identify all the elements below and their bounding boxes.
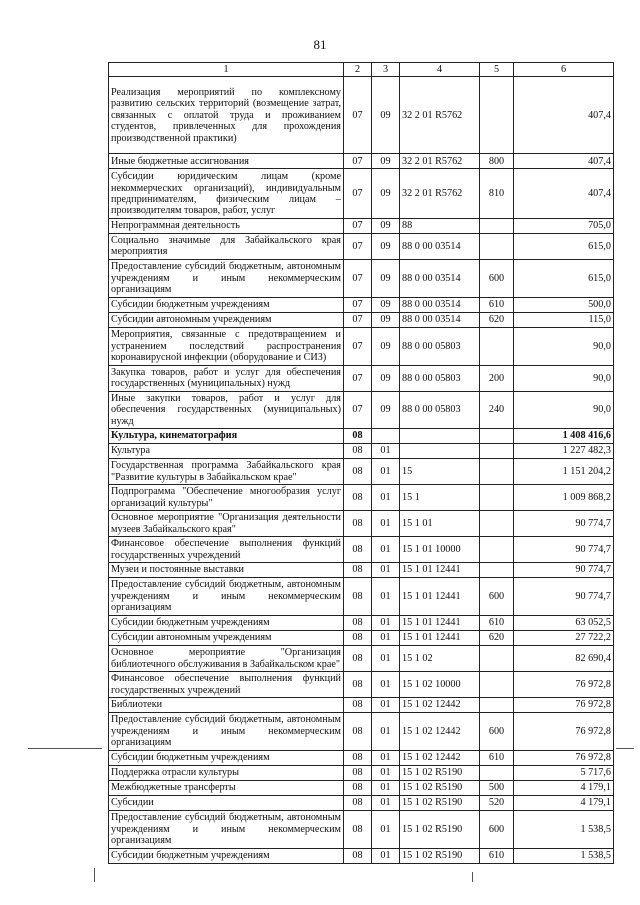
row-amount: 500,0 bbox=[514, 297, 614, 312]
row-subsection-code: 01 bbox=[372, 485, 400, 511]
row-target-article: 15 1 02 R5190 bbox=[400, 796, 480, 811]
row-target-article: 15 1 02 bbox=[400, 646, 480, 672]
table-row bbox=[109, 219, 614, 233]
table-row bbox=[109, 485, 614, 511]
row-section-code: 08 bbox=[344, 444, 372, 459]
row-name: Основное мероприятие "Организация библиотечного обслуживания в Забайкальском крае" bbox=[109, 646, 344, 672]
row-target-article: 15 1 02 R5190 bbox=[400, 781, 480, 796]
row-subsection-code: 01 bbox=[372, 698, 400, 713]
row-amount: 76 972,8 bbox=[514, 672, 614, 698]
row-expense-type bbox=[480, 327, 514, 365]
row-subsection-code: 09 bbox=[372, 327, 400, 365]
table-row bbox=[109, 312, 614, 327]
row-section-code: 07 bbox=[344, 391, 372, 428]
row-section-code: 08 bbox=[344, 485, 372, 511]
table-row bbox=[109, 429, 614, 444]
row-amount: 4 179,1 bbox=[514, 796, 614, 811]
row-subsection-code: 09 bbox=[372, 219, 400, 233]
row-expense-type: 620 bbox=[480, 631, 514, 646]
row-name: Субсидии бюджетным учреждениям bbox=[109, 751, 344, 766]
row-section-code: 07 bbox=[344, 312, 372, 327]
row-name: Межбюджетные трансферты bbox=[109, 781, 344, 796]
table-row bbox=[109, 698, 614, 713]
row-section-code: 07 bbox=[344, 219, 372, 233]
row-name: Субсидии bbox=[109, 796, 344, 811]
row-section-code: 07 bbox=[344, 154, 372, 169]
row-section-code: 07 bbox=[344, 327, 372, 365]
row-target-article: 15 1 01 12441 bbox=[400, 631, 480, 646]
row-expense-type: 600 bbox=[480, 259, 514, 297]
row-section-code: 08 bbox=[344, 751, 372, 766]
row-expense-type: 500 bbox=[480, 781, 514, 796]
row-name: Субсидии автономным учреждениям bbox=[109, 631, 344, 646]
row-target-article: 88 0 00 05803 bbox=[400, 327, 480, 365]
table-row bbox=[109, 616, 614, 631]
row-expense-type: 610 bbox=[480, 616, 514, 631]
row-target-article bbox=[400, 429, 480, 444]
header-col-5: 5 bbox=[480, 63, 514, 77]
row-section-code: 08 bbox=[344, 698, 372, 713]
header-col-6: 6 bbox=[514, 63, 614, 77]
table-row bbox=[109, 563, 614, 578]
row-name: Поддержка отрасли культуры bbox=[109, 766, 344, 781]
row-expense-type bbox=[480, 459, 514, 485]
row-amount: 1 151 204,2 bbox=[514, 459, 614, 485]
row-subsection-code: 01 bbox=[372, 444, 400, 459]
row-subsection-code: 01 bbox=[372, 578, 400, 616]
row-amount: 76 972,8 bbox=[514, 698, 614, 713]
row-name: Реализация мероприятий по комплексному развитию сельских территорий (возмещение затрат, связанных с оплатой труда и проживанием студентов, привлеченных для прохождения производственной практики) bbox=[109, 77, 344, 154]
row-amount: 76 972,8 bbox=[514, 713, 614, 751]
row-name: Основное мероприятие "Организация деятельности музеев Забайкальского края" bbox=[109, 511, 344, 537]
table-row bbox=[109, 259, 614, 297]
table-row bbox=[109, 459, 614, 485]
row-amount: 82 690,4 bbox=[514, 646, 614, 672]
row-amount: 27 722,2 bbox=[514, 631, 614, 646]
table-row bbox=[109, 444, 614, 459]
row-expense-type bbox=[480, 219, 514, 233]
row-expense-type bbox=[480, 77, 514, 154]
table-row bbox=[109, 578, 614, 616]
row-amount: 407,4 bbox=[514, 77, 614, 154]
row-target-article: 15 1 02 10000 bbox=[400, 672, 480, 698]
row-name: Культура, кинематография bbox=[109, 429, 344, 444]
row-target-article: 15 1 01 12441 bbox=[400, 578, 480, 616]
table-row bbox=[109, 781, 614, 796]
table-row bbox=[109, 511, 614, 537]
row-amount: 407,4 bbox=[514, 169, 614, 219]
row-subsection-code: 01 bbox=[372, 672, 400, 698]
row-expense-type bbox=[480, 233, 514, 259]
table-row bbox=[109, 233, 614, 259]
row-section-code: 07 bbox=[344, 233, 372, 259]
row-subsection-code: 09 bbox=[372, 77, 400, 154]
row-target-article: 88 0 00 03514 bbox=[400, 312, 480, 327]
row-target-article: 88 0 00 05803 bbox=[400, 365, 480, 391]
page-number: 81 bbox=[313, 37, 327, 52]
row-name: Социально значимые для Забайкальского края мероприятия bbox=[109, 233, 344, 259]
row-amount: 1 227 482,3 bbox=[514, 444, 614, 459]
row-subsection-code: 01 bbox=[372, 646, 400, 672]
row-subsection-code bbox=[372, 429, 400, 444]
row-section-code: 08 bbox=[344, 631, 372, 646]
row-section-code: 07 bbox=[344, 297, 372, 312]
row-section-code: 07 bbox=[344, 169, 372, 219]
row-expense-type: 200 bbox=[480, 365, 514, 391]
row-name: Предоставление субсидий бюджетным, автономным учреждениям и иным некоммерческим организациям bbox=[109, 713, 344, 751]
scan-mark-bottom-left bbox=[94, 868, 95, 882]
row-section-code: 08 bbox=[344, 511, 372, 537]
row-expense-type bbox=[480, 429, 514, 444]
row-amount: 90,0 bbox=[514, 327, 614, 365]
header-col-2: 2 bbox=[344, 63, 372, 77]
row-expense-type bbox=[480, 537, 514, 563]
row-name: Закупка товаров, работ и услуг для обеспечения государственных (муниципальных) нужд bbox=[109, 365, 344, 391]
budget-table bbox=[108, 62, 614, 864]
row-target-article: 15 1 01 12441 bbox=[400, 563, 480, 578]
row-name: Субсидии бюджетным учреждениям bbox=[109, 849, 344, 864]
row-section-code: 08 bbox=[344, 672, 372, 698]
row-subsection-code: 09 bbox=[372, 391, 400, 428]
row-name: Субсидии бюджетным учреждениям bbox=[109, 297, 344, 312]
row-section-code: 08 bbox=[344, 646, 372, 672]
row-amount: 1 538,5 bbox=[514, 849, 614, 864]
row-target-article: 88 bbox=[400, 219, 480, 233]
table-row bbox=[109, 766, 614, 781]
row-expense-type: 800 bbox=[480, 154, 514, 169]
row-amount: 5 717,6 bbox=[514, 766, 614, 781]
row-section-code: 08 bbox=[344, 537, 372, 563]
row-amount: 90 774,7 bbox=[514, 537, 614, 563]
row-subsection-code: 01 bbox=[372, 631, 400, 646]
table-row bbox=[109, 77, 614, 154]
row-amount: 90 774,7 bbox=[514, 563, 614, 578]
table-row bbox=[109, 646, 614, 672]
row-section-code: 08 bbox=[344, 429, 372, 444]
row-section-code: 08 bbox=[344, 849, 372, 864]
row-subsection-code: 01 bbox=[372, 713, 400, 751]
row-subsection-code: 09 bbox=[372, 312, 400, 327]
row-subsection-code: 01 bbox=[372, 459, 400, 485]
row-expense-type: 600 bbox=[480, 811, 514, 849]
row-amount: 63 052,5 bbox=[514, 616, 614, 631]
row-expense-type bbox=[480, 444, 514, 459]
row-section-code: 08 bbox=[344, 713, 372, 751]
row-amount: 1 009 868,2 bbox=[514, 485, 614, 511]
header-col-3: 3 bbox=[372, 63, 400, 77]
table-row bbox=[109, 672, 614, 698]
row-section-code: 08 bbox=[344, 766, 372, 781]
row-subsection-code: 01 bbox=[372, 563, 400, 578]
row-expense-type: 610 bbox=[480, 849, 514, 864]
row-expense-type: 810 bbox=[480, 169, 514, 219]
row-amount: 90 774,7 bbox=[514, 511, 614, 537]
row-subsection-code: 09 bbox=[372, 259, 400, 297]
row-amount: 90,0 bbox=[514, 365, 614, 391]
row-expense-type: 610 bbox=[480, 297, 514, 312]
row-name: Финансовое обеспечение выполнения функций государственных учреждений bbox=[109, 672, 344, 698]
row-expense-type bbox=[480, 698, 514, 713]
scan-mark-left bbox=[28, 748, 102, 749]
row-subsection-code: 01 bbox=[372, 766, 400, 781]
row-expense-type bbox=[480, 672, 514, 698]
table-row bbox=[109, 327, 614, 365]
row-amount: 1 408 416,6 bbox=[514, 429, 614, 444]
row-name: Предоставление субсидий бюджетным, автономным учреждениям и иным некоммерческим организациям bbox=[109, 578, 344, 616]
row-expense-type bbox=[480, 766, 514, 781]
row-section-code: 07 bbox=[344, 365, 372, 391]
row-amount: 76 972,8 bbox=[514, 751, 614, 766]
table-row bbox=[109, 297, 614, 312]
row-target-article bbox=[400, 444, 480, 459]
row-expense-type: 240 bbox=[480, 391, 514, 428]
row-target-article: 32 2 01 R5762 bbox=[400, 154, 480, 169]
row-name: Финансовое обеспечение выполнения функций государственных учреждений bbox=[109, 537, 344, 563]
row-expense-type: 620 bbox=[480, 312, 514, 327]
row-target-article: 32 2 01 R5762 bbox=[400, 169, 480, 219]
scan-mark-bottom-mid bbox=[472, 872, 473, 882]
table-row bbox=[109, 713, 614, 751]
row-name: Иные закупки товаров, работ и услуг для обеспечения государственных (муниципальных) нужд bbox=[109, 391, 344, 428]
row-section-code: 08 bbox=[344, 811, 372, 849]
row-target-article: 15 1 02 12442 bbox=[400, 698, 480, 713]
row-subsection-code: 09 bbox=[372, 169, 400, 219]
row-section-code: 08 bbox=[344, 616, 372, 631]
row-amount: 115,0 bbox=[514, 312, 614, 327]
row-name: Субсидии юридическим лицам (кроме некоммерческих организаций), индивидуальным предпринимателям, физическим лицам – производителям товаров, работ, услуг bbox=[109, 169, 344, 219]
row-target-article: 15 1 01 10000 bbox=[400, 537, 480, 563]
row-name: Музеи и постоянные выставки bbox=[109, 563, 344, 578]
row-expense-type: 600 bbox=[480, 578, 514, 616]
row-name: Государственная программа Забайкальского края "Развитие культуры в Забайкальском крае" bbox=[109, 459, 344, 485]
row-target-article: 15 1 bbox=[400, 485, 480, 511]
row-section-code: 08 bbox=[344, 578, 372, 616]
table-row bbox=[109, 811, 614, 849]
table-row bbox=[109, 537, 614, 563]
table-row bbox=[109, 391, 614, 428]
row-section-code: 07 bbox=[344, 259, 372, 297]
table-body bbox=[109, 77, 614, 864]
row-expense-type: 600 bbox=[480, 713, 514, 751]
row-section-code: 07 bbox=[344, 77, 372, 154]
header-col-1: 1 bbox=[109, 63, 344, 77]
header-col-4: 4 bbox=[400, 63, 480, 77]
row-section-code: 08 bbox=[344, 796, 372, 811]
row-subsection-code: 09 bbox=[372, 154, 400, 169]
table-row bbox=[109, 849, 614, 864]
table-row bbox=[109, 169, 614, 219]
row-name: Непрограммная деятельность bbox=[109, 219, 344, 233]
row-expense-type bbox=[480, 511, 514, 537]
row-subsection-code: 01 bbox=[372, 537, 400, 563]
row-subsection-code: 01 bbox=[372, 511, 400, 537]
row-target-article: 15 1 01 12441 bbox=[400, 616, 480, 631]
row-target-article: 15 1 02 R5190 bbox=[400, 811, 480, 849]
table-row bbox=[109, 751, 614, 766]
row-name: Иные бюджетные ассигнования bbox=[109, 154, 344, 169]
row-target-article: 15 bbox=[400, 459, 480, 485]
row-target-article: 88 0 00 05803 bbox=[400, 391, 480, 428]
row-subsection-code: 09 bbox=[372, 233, 400, 259]
row-section-code: 08 bbox=[344, 781, 372, 796]
row-amount: 615,0 bbox=[514, 259, 614, 297]
row-name: Библиотеки bbox=[109, 698, 344, 713]
row-target-article: 15 1 02 12442 bbox=[400, 751, 480, 766]
table-row bbox=[109, 365, 614, 391]
table-header-row bbox=[109, 63, 614, 77]
row-amount: 615,0 bbox=[514, 233, 614, 259]
row-expense-type bbox=[480, 563, 514, 578]
row-name: Субсидии бюджетным учреждениям bbox=[109, 616, 344, 631]
row-target-article: 88 0 00 03514 bbox=[400, 233, 480, 259]
row-subsection-code: 01 bbox=[372, 781, 400, 796]
scan-mark-right bbox=[616, 748, 634, 749]
row-name: Предоставление субсидий бюджетным, автономным учреждениям и иным некоммерческим организациям bbox=[109, 811, 344, 849]
row-amount: 4 179,1 bbox=[514, 781, 614, 796]
row-target-article: 15 1 02 R5190 bbox=[400, 766, 480, 781]
row-expense-type: 520 bbox=[480, 796, 514, 811]
row-section-code: 08 bbox=[344, 459, 372, 485]
row-subsection-code: 09 bbox=[372, 365, 400, 391]
row-name: Подпрограмма "Обеспечение многообразия услуг организаций культуры" bbox=[109, 485, 344, 511]
row-target-article: 15 1 02 12442 bbox=[400, 713, 480, 751]
row-name: Субсидии автономным учреждениям bbox=[109, 312, 344, 327]
row-expense-type bbox=[480, 646, 514, 672]
table-row bbox=[109, 796, 614, 811]
row-name: Мероприятия, связанные с предотвращением и устранением последствий распространения коронавирусной инфекции (оборудование и СИЗ) bbox=[109, 327, 344, 365]
row-amount: 1 538,5 bbox=[514, 811, 614, 849]
row-amount: 407,4 bbox=[514, 154, 614, 169]
row-target-article: 32 2 01 R5762 bbox=[400, 77, 480, 154]
row-target-article: 88 0 00 03514 bbox=[400, 259, 480, 297]
row-target-article: 15 1 01 bbox=[400, 511, 480, 537]
row-amount: 90 774,7 bbox=[514, 578, 614, 616]
row-subsection-code: 01 bbox=[372, 796, 400, 811]
row-subsection-code: 01 bbox=[372, 616, 400, 631]
row-section-code: 08 bbox=[344, 563, 372, 578]
row-expense-type bbox=[480, 485, 514, 511]
row-amount: 705,0 bbox=[514, 219, 614, 233]
row-subsection-code: 09 bbox=[372, 297, 400, 312]
row-target-article: 15 1 02 R5190 bbox=[400, 849, 480, 864]
table-row bbox=[109, 631, 614, 646]
row-subsection-code: 01 bbox=[372, 811, 400, 849]
row-subsection-code: 01 bbox=[372, 849, 400, 864]
row-name: Предоставление субсидий бюджетным, автономным учреждениям и иным некоммерческим организациям bbox=[109, 259, 344, 297]
row-expense-type: 610 bbox=[480, 751, 514, 766]
table-row bbox=[109, 154, 614, 169]
row-amount: 90,0 bbox=[514, 391, 614, 428]
row-subsection-code: 01 bbox=[372, 751, 400, 766]
row-name: Культура bbox=[109, 444, 344, 459]
row-target-article: 88 0 00 03514 bbox=[400, 297, 480, 312]
